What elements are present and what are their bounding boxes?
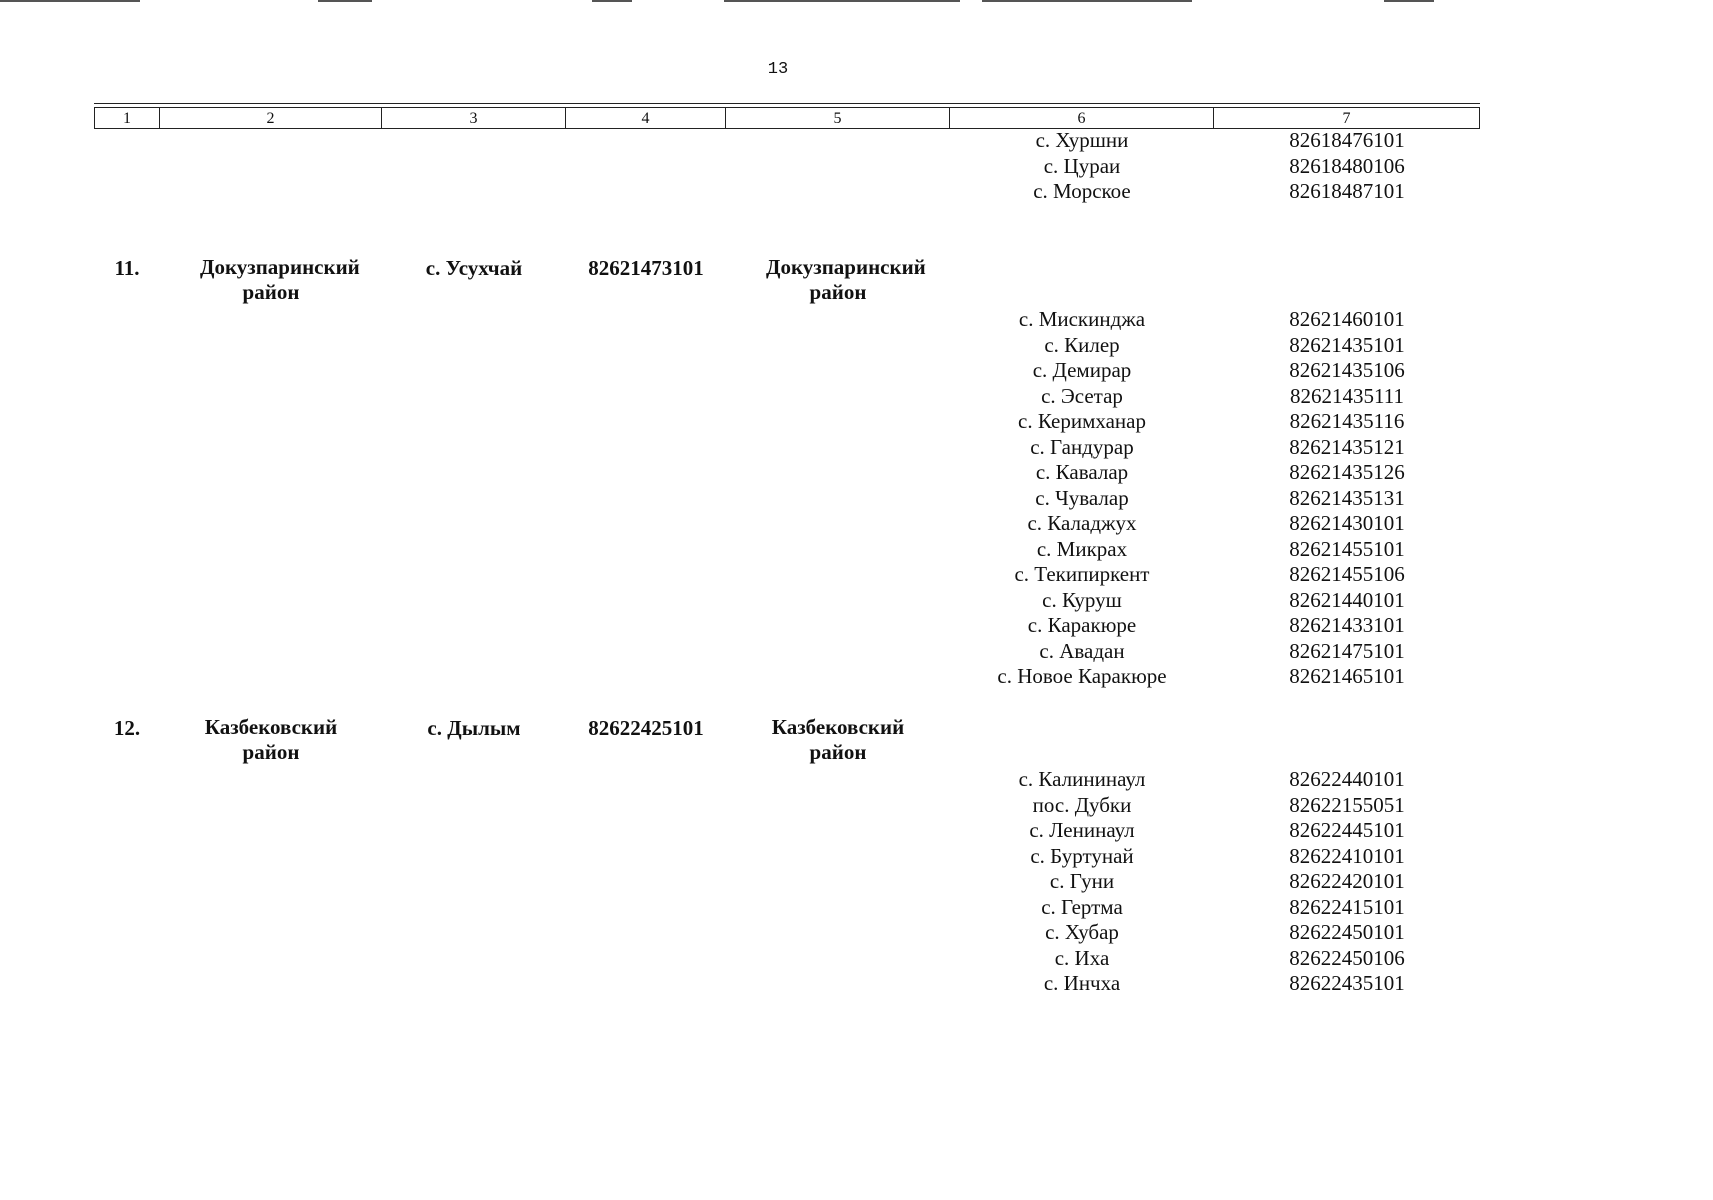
settlement-code: 82622440101 <box>1289 767 1405 791</box>
settlement-name: с. Эсетар <box>1041 383 1123 408</box>
settlement-code: 82621435111 <box>1290 383 1404 408</box>
settlement-name: с. Гандурар <box>1030 434 1134 459</box>
district-name: Докузпаринский район <box>200 255 360 304</box>
settlement-name: с. Каракюре <box>1027 613 1137 637</box>
settlement-name: с. Кавалар <box>1035 460 1129 484</box>
table-top-rule <box>94 103 1480 104</box>
scan-edge-mark <box>724 0 960 2</box>
column-number-header <box>94 107 1480 129</box>
settlement-code: 82622450106 <box>1289 945 1405 970</box>
settlement-code: 82618476101 <box>1289 128 1405 152</box>
column-header: 7 <box>1214 107 1480 129</box>
settlement-code: 82621475101 <box>1289 638 1405 663</box>
settlement-name: с. Цураи <box>1043 153 1121 178</box>
settlement-code: 82621430101 <box>1289 511 1405 535</box>
settlement-name: с. Калининаул <box>1018 767 1146 791</box>
settlement-name: с. Морское <box>1033 179 1131 203</box>
settlement-code: 82621433101 <box>1289 613 1405 637</box>
settlement-name: с. Килер <box>1044 332 1120 357</box>
settlement-name: с. Хуршни <box>1035 128 1129 152</box>
administrative-center: с. Усухчай <box>425 256 523 280</box>
settlement-code: 82618487101 <box>1289 179 1405 203</box>
settlement-code: 82621440101 <box>1289 587 1405 612</box>
settlement-name: с. Новое Каракюре <box>997 664 1167 688</box>
settlement-name: с. Куруш <box>1042 587 1122 612</box>
settlement-name: с. Буртунай <box>1030 843 1134 868</box>
settlement-code: 82622450101 <box>1289 920 1405 944</box>
scan-edge-mark <box>982 0 1192 2</box>
settlement-name: пос. Дубки <box>1032 792 1132 817</box>
scan-edge-mark <box>592 0 632 2</box>
settlement-name: с. Авадан <box>1039 638 1125 663</box>
scan-edge-mark <box>318 0 372 2</box>
settlement-name: с. Ленинаул <box>1029 818 1135 842</box>
settlement-code: 82621435126 <box>1289 460 1405 484</box>
column-header: 1 <box>94 107 160 129</box>
settlement-name: с. Каладжух <box>1027 511 1137 535</box>
settlement-code: 82621435101 <box>1289 332 1405 357</box>
administrative-center: с. Дылым <box>427 716 521 740</box>
settlement-name: с. Керимханар <box>1018 409 1146 433</box>
settlement-name: с. Инчха <box>1043 971 1121 995</box>
settlement-code: 82618480106 <box>1289 153 1405 178</box>
page-number: 13 <box>767 60 789 79</box>
settlement-code: 82621435116 <box>1289 409 1405 433</box>
column-header: 4 <box>566 107 726 129</box>
settlement-code: 82622155051 <box>1289 792 1405 817</box>
settlement-name: с. Иха <box>1054 945 1110 970</box>
settlement-name: с. Микрах <box>1036 536 1128 561</box>
municipality-name: Казбековский район <box>771 715 905 764</box>
center-code: 82622425101 <box>588 716 704 740</box>
settlement-code: 82621465101 <box>1289 664 1405 688</box>
municipality-name: Докузпаринский район <box>766 255 926 304</box>
settlement-code: 82621435106 <box>1289 358 1405 382</box>
scan-edge-mark <box>0 0 140 2</box>
settlement-name: с. Демирар <box>1032 358 1132 382</box>
settlement-code: 82622420101 <box>1289 869 1405 893</box>
scan-edge-mark <box>1384 0 1434 2</box>
settlement-code: 82622435101 <box>1289 971 1405 995</box>
settlement-name: с. Чувалар <box>1035 485 1129 510</box>
center-code: 82621473101 <box>588 256 704 280</box>
settlement-code: 82621435131 <box>1289 485 1405 510</box>
settlement-code: 82622410101 <box>1289 843 1405 868</box>
column-header: 3 <box>382 107 566 129</box>
settlement-code: 82622445101 <box>1289 818 1405 842</box>
district-number: 12. <box>113 716 141 740</box>
settlement-code: 82621460101 <box>1289 307 1405 331</box>
settlement-name: с. Хубар <box>1045 920 1119 944</box>
column-header: 2 <box>160 107 382 129</box>
district-name: Казбековский район <box>204 715 338 764</box>
settlement-name: с. Мискинджа <box>1018 307 1146 331</box>
settlement-code: 82622415101 <box>1289 894 1405 919</box>
settlement-code: 82621455101 <box>1289 536 1405 561</box>
settlement-name: с. Текипиркент <box>1014 562 1150 586</box>
settlement-code: 82621455106 <box>1289 562 1405 586</box>
column-header: 5 <box>726 107 950 129</box>
settlement-name: с. Гертма <box>1041 894 1123 919</box>
settlement-name: с. Гуни <box>1049 869 1115 893</box>
column-header: 6 <box>950 107 1214 129</box>
district-number: 11. <box>114 256 140 280</box>
settlement-code: 82621435121 <box>1289 434 1405 459</box>
